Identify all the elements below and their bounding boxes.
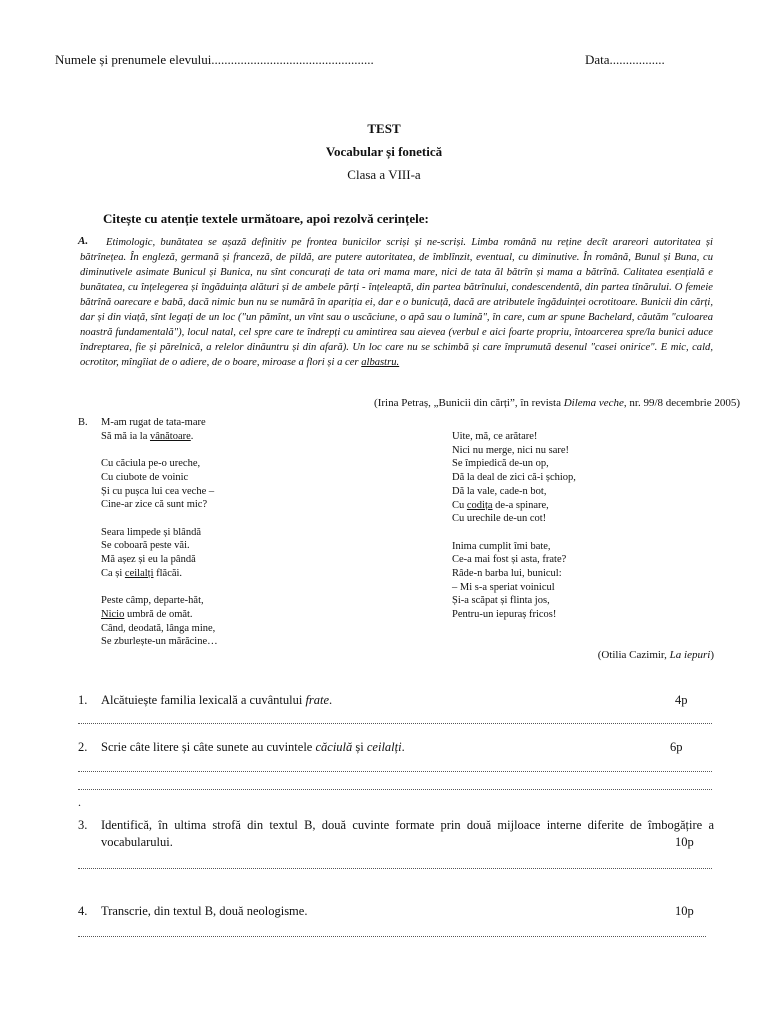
question-fragment: Scrie câte litere și câte sunete au cuvintele [101,740,316,754]
underlined-word: Nicio [101,608,125,620]
poem-line: Râde-n barba lui, bunicul: [452,568,562,580]
question-3 [78,817,714,851]
poem-line: M-am rugat de tata-mare [101,417,206,428]
question-2 [78,739,714,756]
poem-line: Peste câmp, departe-hăt, [101,595,204,607]
question-fragment: Alcătuiește familia lexicală a cuvântului [101,693,306,707]
text-a-paragraph: Etimologic, bunătatea se așază definitiv pe frontea bunicilor scriși și ne-scriși. Limba română nu reține decît arareori autoritatea și bătrînețea. În engleză, germană și franceză, de pildă, are putere autoritatea, de îmblînzit, eventual, cu diminutive. În română, Bunul și Buna, cu diminutivele asimate Bunicul și Bunica, nu sînt concurați de tata ori mama mare, nici de tata ăl bătrîn și mama a bătrînă. Calitatea esențială e bunătatea, cu înțelegerea și îngăduința alături și de ambele părți - înțeleaptă, din partea bătrînului, condescendentă, din partea tînărului. O femeie bătrînă oarecare e babă, dacă nimic bun nu se numără în apariția ei, dar e o bunicuță, dacă are atributele îngăduinței ocrotitoare. Bunicii din cărți, dar și din viață, sînt legați de un loc ("un pămînt, un vînt sau o uscăciune, o apă sau o lumină", în care, cum ar spune Bachelard, căutăm "culoarea noastră fundamentală"), locul natal, cel spre care te îndrepți cu amintirea sau aievea (verbul e aici foarte propriu, întoarcerea spre/la bunici aduce îndreptarea, fie și părelnică, a relelor dinăuntru și din afară). Un loc care nu se schimbă și care împrumută desenul "casei onirice". E mic, cald, ocrotitor, mîngîiat de o adiere, de o boare, miroase a flori și a cer [80,237,713,368]
poem-fragment: . [190,430,194,442]
question-fragment: . [329,693,333,707]
poem-line: Când, deodată, lânga mine, [101,622,216,634]
text-a-last-word: albastru. [361,357,400,368]
question-points: 10p [675,904,694,918]
poem-line: Se zburlește-un mărăcine… [101,636,218,648]
question-keyword: ceilalți [366,740,402,754]
poem-fragment: de-a spinare, [492,499,549,511]
poem-fragment: Cu [452,499,467,511]
poem-line: Dă la vale, cade-n bot, [452,485,547,497]
poem-line: Pentru-un iepuraș fricos! [452,609,557,621]
question-points: 6p [670,740,683,754]
poem-line: Seara limpede și blândă [101,526,202,538]
test-grade: Clasa a VIII-a [347,167,421,182]
question-text: Identifică, în ultima strofă din textul B, două cuvinte formate prin două mijloace interne diferite de îmbogățire a vocabularului. [101,818,714,849]
text-b-label: B. [78,417,88,428]
answer-line[interactable] [78,719,712,724]
poem-fragment: Ca și [101,567,125,579]
question-number: 3. [78,818,88,832]
underlined-word: codița [466,499,493,511]
poem-line [101,567,218,581]
poem-fragment: flăcăi. [153,567,183,579]
question-4 [78,903,714,920]
poem-line: Și cu pușca lui cea veche – [101,485,215,497]
poem-column-2 [452,430,576,622]
question-number: 4. [78,904,88,918]
citation-journal: Dilema veche [563,397,624,409]
citation-prefix: (Otilia Cazimir, [597,649,670,661]
poem-fragment: Să mă ia la [101,430,150,442]
citation-title: La iepuri [669,649,711,661]
question-keyword: frate [305,693,330,707]
answer-line[interactable] [78,767,712,772]
poem-line [452,499,576,513]
citation-suffix: ) [710,649,714,661]
poem-line: Mă așez și eu la pândă [101,554,196,565]
poem-line: Cu ciubote de voinic [101,471,189,483]
test-title: TEST [367,121,401,136]
date-field: Data................. [585,52,665,67]
poem-line: Inima cumplit îmi bate, [452,540,551,552]
stray-dot: . [78,795,81,809]
poem-line: Nici nu merge, nici nu sare! [452,444,570,456]
answer-line[interactable] [78,932,706,937]
citation-prefix: (Irina Petraș, „Bunicii din cărți”, în revista [374,397,564,409]
poem-line: Cine-ar zice că sunt mic? [101,499,208,511]
test-subject: Vocabular și fonetică [325,144,443,159]
question-number: 1. [78,693,88,707]
instruction: Citește cu atenție textele următoare, apoi rezolvă cerințele: [103,211,429,226]
poem-line: Uite, mă, ce arătare! [452,431,538,442]
answer-line[interactable] [78,864,712,869]
question-number: 2. [78,740,88,754]
student-name-field: Numele și prenumele elevului.................................................. [55,52,374,67]
citation-suffix: , nr. 99/8 decembrie 2005) [623,397,740,409]
poem-column-1 [101,416,218,649]
poem-line: Dă la deal de zici că-i șchiop, [452,472,576,484]
question-1 [78,692,714,709]
poem-line: Cu urechile de-un cot! [452,513,547,525]
text-b-citation [598,649,714,661]
question-fragment: și [352,740,367,754]
question-keyword: căciulă [315,740,353,754]
text-a-label: A. [78,235,89,247]
question-points: 10p [675,835,694,849]
poem-line: – Mi s-a speriat voinicul [452,581,555,593]
text-a-citation [374,397,740,409]
answer-line[interactable] [78,785,712,790]
text-a-body [80,235,713,370]
question-text [101,692,714,709]
poem-line: Se coboară peste văi. [101,540,190,552]
poem-line: Și-a scăpat și flinta jos, [452,595,550,607]
poem-fragment: umbră de omăt. [124,608,193,620]
poem-line: Ce-a mai fost și asta, frate? [452,554,567,566]
question-text [101,739,714,756]
underlined-word: ceilalți [124,567,154,579]
poem-line [101,608,218,622]
underlined-word: vânătoare [149,430,191,442]
poem-line: Cu căciula pe-o ureche, [101,458,201,470]
poem-line [101,430,218,444]
question-text: Transcrie, din textul B, două neologisme. [101,904,308,918]
question-points: 4p [675,693,688,707]
question-fragment: . [401,740,405,754]
poem-line: Se împiedică de-un op, [452,458,549,470]
